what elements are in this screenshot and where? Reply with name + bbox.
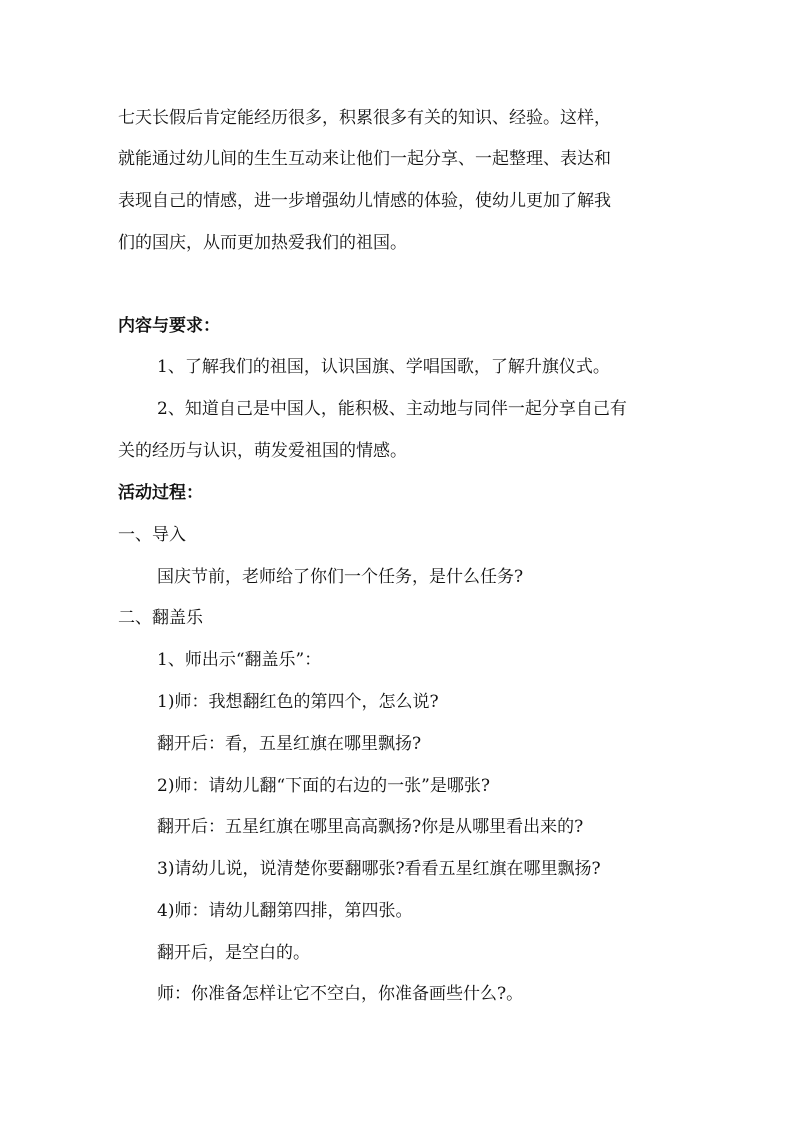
intro-line-4: 们的国庆，从而更加热爱我们的祖国。 [118, 233, 407, 253]
process-line-4: 2)师：请幼儿翻“下面的右边的一张”是哪张? [157, 776, 490, 796]
requirement-item-1: 1、了解我们的祖国，认识国旗、学唱国歌，了解升旗仪式。 [157, 357, 610, 377]
section-2-title: 二、翻盖乐 [118, 608, 203, 628]
process-heading: 活动过程： [118, 483, 203, 503]
process-line-3: 翻开后：看，五星红旗在哪里飘扬? [157, 734, 422, 754]
process-line-2: 1)师：我想翻红色的第四个，怎么说? [157, 692, 439, 712]
requirement-item-2-line-2: 关的经历与认识，萌发爱祖国的情感。 [118, 441, 407, 461]
process-line-6: 3)请幼儿说，说清楚你要翻哪张?看看五星红旗在哪里飘扬? [157, 859, 601, 879]
process-line-7: 4)师：请幼儿翻第四排，第四张。 [157, 901, 413, 921]
intro-line-1: 七天长假后肯定能经历很多，积累很多有关的知识、经验。这样， [118, 108, 611, 128]
section-1-title: 一、导入 [118, 525, 186, 545]
process-line-8: 翻开后，是空白的。 [157, 943, 310, 963]
requirements-heading: 内容与要求： [118, 316, 220, 336]
process-line-5: 翻开后：五星红旗在哪里高高飘扬?你是从哪里看出来的? [157, 817, 584, 837]
requirement-item-2-line-1: 2、知道自己是中国人，能积极、主动地与同伴一起分享自己有 [157, 399, 627, 419]
intro-line-2: 就能通过幼儿间的生生互动来让他们一起分享、一起整理、表达和 [118, 149, 611, 169]
process-line-1: 1、师出示“翻盖乐”： [157, 650, 322, 670]
process-line-9: 师：你准备怎样让它不空白，你准备画些什么?。 [157, 984, 524, 1004]
section-1-text: 国庆节前，老师给了你们一个任务，是什么任务? [157, 567, 524, 587]
intro-line-3: 表现自己的情感，进一步增强幼儿情感的体验，使幼儿更加了解我 [118, 191, 611, 211]
